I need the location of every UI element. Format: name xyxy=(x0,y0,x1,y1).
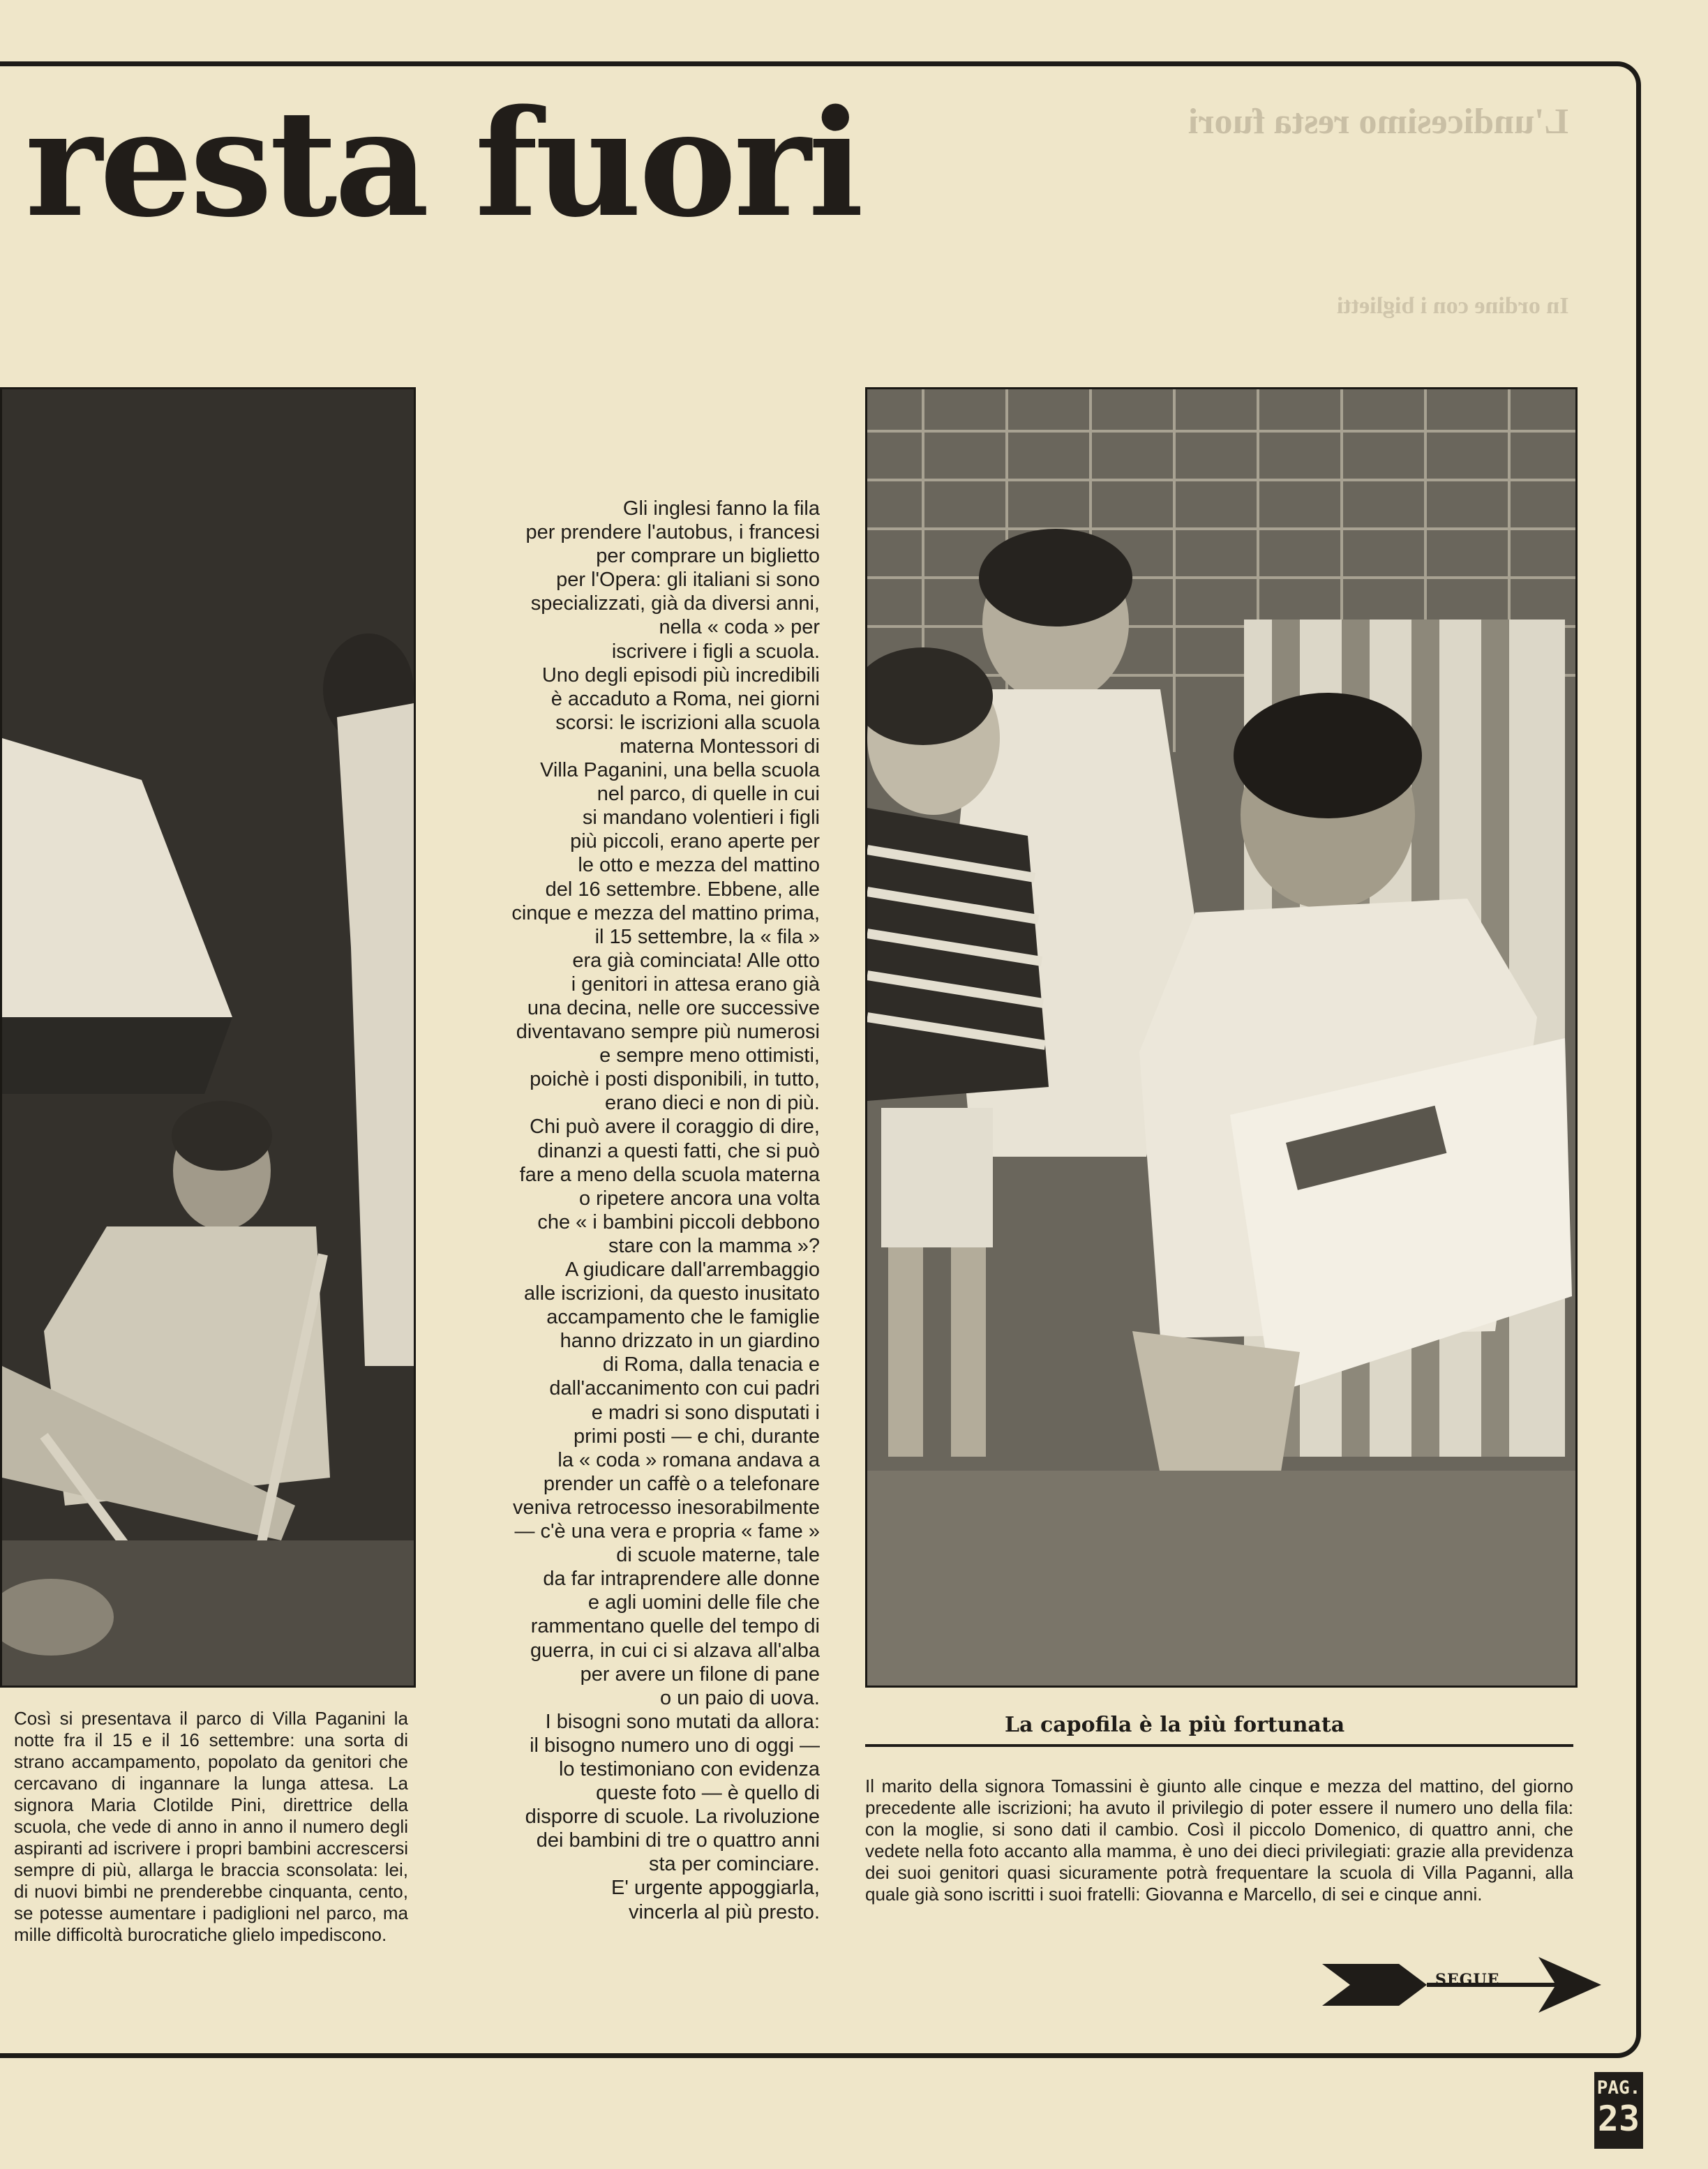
article-line: poichè i posti disponibili, in tutto, xyxy=(530,1068,820,1091)
article-line: veniva retrocesso inesorabilmente xyxy=(512,1496,820,1519)
photo-parents-camping-drawing xyxy=(2,389,414,1686)
article-line: materna Montessori di xyxy=(620,735,820,758)
caption-left-photo: Così si presentava il parco di Villa Paganini la notte fra il 15 e il 16 settembre: una sorta di strano accampamento, popolato da genitori che cercavano di ingannare la lunga attesa. La signora Maria Clotilde Pini, direttrice della scuola, che vede di anno in anno il numero degli aspiranti ad iscrivere i propri bambini accrescersi sempre di più, allarga le braccia sconsolata: lei, di nuovi bimbi ne prenderebbe cinquanta, cento, se potesse aumentare i padiglioni nel parco, ma mille difficoltà burocratiche glielo impediscono. xyxy=(14,1708,408,1945)
article-line: cinque e mezza del mattino prima, xyxy=(511,901,820,924)
segue-label: SEGUE xyxy=(1435,1971,1500,1989)
article-line: Uno degli episodi più incredibili xyxy=(541,663,820,686)
article-line: e madri si sono disputati i xyxy=(591,1401,820,1424)
article-line: disporre di scuole. La rivoluzione xyxy=(525,1806,820,1829)
article-line: per avere un filone di pane xyxy=(580,1663,820,1686)
article-line: da far intraprendere alle donne xyxy=(543,1568,820,1591)
article-line: i genitori in attesa erano già xyxy=(571,973,820,996)
article-line: è accaduto a Roma, nei giorni xyxy=(550,687,820,710)
article-line: Villa Paganini, una bella scuola xyxy=(540,759,820,782)
headline: resta fuori xyxy=(25,77,862,250)
article-line: prender un caffè o a telefonare xyxy=(543,1472,820,1495)
article-line: per l'Opera: gli italiani si sono xyxy=(556,569,820,592)
article-line: iscrivere i figli a scuola. xyxy=(611,640,820,663)
photo-mother-and-children-drawing xyxy=(867,389,1575,1686)
article-line: che « i bambini piccoli debbono xyxy=(537,1210,820,1233)
article-line: stare con la mamma »? xyxy=(608,1234,820,1257)
article-line: dall'accanimento con cui padri xyxy=(549,1377,820,1400)
article-line: primi posti — e chi, durante xyxy=(574,1425,820,1448)
article-line: la « coda » romana andava a xyxy=(557,1448,820,1471)
article-line: guerra, in cui ci si alzava all'alba xyxy=(530,1639,820,1662)
photo-mother-and-children xyxy=(865,387,1578,1688)
article-line: dinanzi a questi fatti, che si può xyxy=(537,1139,820,1162)
article-line: — c'è una vera e propria « fame » xyxy=(514,1520,820,1543)
article-line: I bisogni sono mutati da allora: xyxy=(545,1710,820,1733)
photo-parents-camping xyxy=(0,387,416,1688)
article-line: dei bambini di tre o quattro anni xyxy=(536,1829,820,1852)
article-line: e agli uomini delle file che xyxy=(587,1591,820,1614)
article-line: nel parco, di quelle in cui xyxy=(597,783,820,806)
article-line: le otto e mezza del mattino xyxy=(578,854,820,877)
article-line: il bisogno numero uno di oggi — xyxy=(530,1734,820,1757)
caption-right-title: La capofila è la più fortunata xyxy=(1005,1713,1345,1737)
article-body xyxy=(457,497,820,1924)
article-line: lo testimoniano con evidenza xyxy=(558,1757,820,1780)
ghost-show-through-title: L'undicesimo resta fuori xyxy=(1188,102,1568,142)
article-line: A giudicare dall'arrembaggio xyxy=(564,1259,820,1281)
article-line: queste foto — è quello di xyxy=(596,1782,820,1805)
page-label: PAG. xyxy=(1596,2078,1641,2099)
article-line: alle iscrizioni, da questo inusitato xyxy=(524,1282,820,1305)
article-line: fare a meno della scuola materna xyxy=(519,1163,820,1186)
article-line: una decina, nelle ore successive xyxy=(527,996,820,1019)
article-line: o un paio di uova. xyxy=(660,1686,820,1709)
article-line: accampamento che le famiglie xyxy=(546,1306,820,1329)
ghost-show-through-subhead: In ordine con i biglietti xyxy=(1336,293,1568,319)
article-line: più piccoli, erano aperte per xyxy=(570,830,820,853)
article-line: rammentano quelle del tempo di xyxy=(530,1615,820,1638)
article-line: erano dieci e non di più. xyxy=(605,1092,820,1115)
article-line: di Roma, dalla tenacia e xyxy=(602,1353,820,1376)
page-number: 23 xyxy=(1597,2099,1640,2139)
caption-right-photo: Il marito della signora Tomassini è giunto alle cinque e mezza del mattino, del giorno precedente alle iscrizioni; ha avuto il privilegio di poter essere il numero uno della fila: con la moglie, si sono dati il cambio. Così il piccolo Domenico, di quattro anni, che vedete nella foto accanto alla mamma, è uno dei dieci privilegiati: grazie alla previdenza dei suoi genitori quasi sicuramente potrà frequentare la scuola di Villa Paganni, alla quale già sono iscritti i suoi fratelli: Giovanna e Marcello, di sei e cinque anni. xyxy=(865,1776,1573,1905)
article-line: Chi può avere il coraggio di dire, xyxy=(530,1116,820,1139)
article-line: Gli inglesi fanno la fila xyxy=(622,497,820,520)
article-line: hanno drizzato in un giardino xyxy=(560,1330,820,1353)
article-line: il 15 settembre, la « fila » xyxy=(594,925,820,948)
article-line: scorsi: le iscrizioni alla scuola xyxy=(555,711,820,734)
article-line: vincerla al più presto. xyxy=(628,1900,820,1923)
article-line: del 16 settembre. Ebbene, alle xyxy=(545,878,820,901)
article-line: specializzati, già da diversi anni, xyxy=(530,592,820,615)
article-line: E' urgente appoggiarla, xyxy=(611,1877,820,1900)
article-line: o ripetere ancora una volta xyxy=(579,1187,820,1210)
article-line: e sempre meno ottimisti, xyxy=(599,1044,820,1067)
article-line: sta per cominciare. xyxy=(649,1853,820,1876)
article-line: per prendere l'autobus, i francesi xyxy=(525,521,820,544)
article-line: nella « coda » per xyxy=(659,616,820,639)
article-line: si mandano volentieri i figli xyxy=(582,806,820,830)
caption-divider xyxy=(865,1744,1573,1747)
article-line: era già cominciata! Alle otto xyxy=(572,949,820,972)
article-line: diventavano sempre più numerosi xyxy=(516,1021,820,1044)
article-line: di scuole materne, tale xyxy=(616,1544,820,1567)
article-line: per comprare un biglietto xyxy=(596,545,820,568)
page-number-box xyxy=(1594,2072,1643,2149)
